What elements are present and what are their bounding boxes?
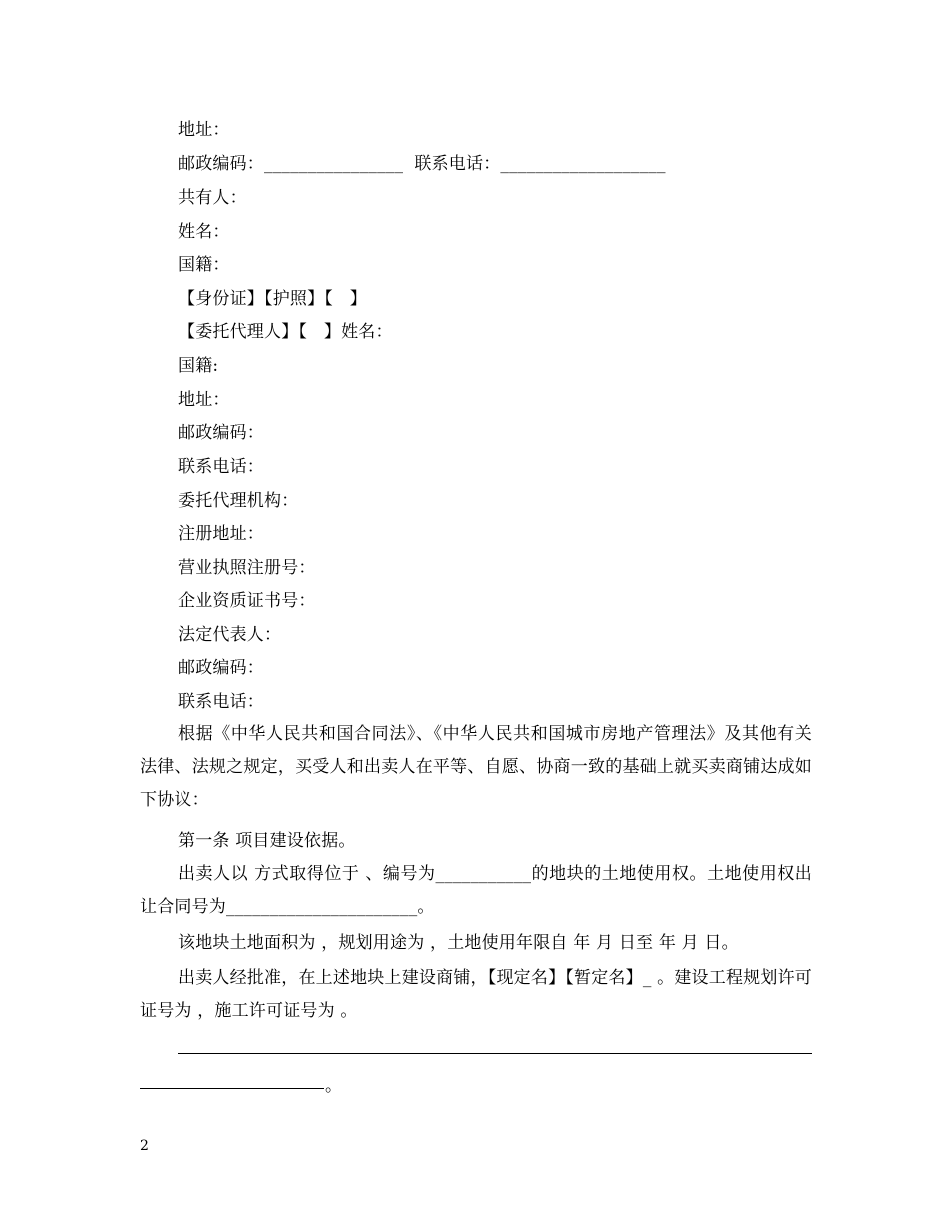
nationality-line: 国籍： — [178, 255, 230, 275]
blank-fill-line — [178, 1053, 812, 1054]
business-license-line: 营业执照注册号： — [178, 558, 316, 578]
agent-phone-line: 联系电话： — [178, 457, 264, 477]
trailing-period: 。 — [325, 1076, 343, 1096]
land-area-paragraph: 该地块土地面积为 ，规划用途为 ，土地使用年限自 年 月 日至 年 月 日。 — [178, 933, 739, 953]
blank-fill-line-short — [140, 1088, 324, 1089]
construction-permit-paragraph: 出卖人经批准，在上述地块上建设商铺，【现定名】【暂定名】_ 。建设工程规划许可证号为 ，施工许可证号为 。 — [140, 968, 812, 1021]
agent-nationality-line: 国籍: — [178, 356, 219, 376]
page-number: 2 — [140, 1138, 149, 1154]
agency-postal-line: 邮政编码： — [178, 658, 264, 678]
preamble-paragraph: 根据《中华人民共和国合同法》、《中华人民共和国城市房地产管理法》及其他有关法律、法规之规定，买受人和出卖人在平等、自愿、协商一致的基础上就买卖商铺达成如下协议： — [140, 724, 812, 810]
agent-postal-line: 邮政编码： — [178, 423, 264, 443]
agent-name-line: 【委托代理人】【 】姓名： — [178, 322, 393, 342]
land-use-paragraph: 出卖人以 方式取得位于 、编号为___________的地块的土地使用权。土地使用权出让合同号为______________________。 — [140, 864, 812, 917]
article-one-heading: 第一条 项目建设依据。 — [178, 831, 356, 851]
qualification-cert-line: 企业资质证书号： — [178, 591, 316, 611]
name-line: 姓名： — [178, 222, 230, 242]
postal-phone-line: 邮政编码：________________ 联系电话：___________________ — [178, 154, 666, 174]
agent-address-line: 地址： — [178, 390, 230, 410]
registered-address-line: 注册地址： — [178, 524, 264, 544]
agency-phone-line: 联系电话： — [178, 692, 264, 712]
id-document-line: 【身份证】【护照】【 】 — [178, 289, 368, 309]
agency-line: 委托代理机构： — [178, 491, 299, 511]
legal-rep-line: 法定代表人： — [178, 625, 282, 645]
co-owner-line: 共有人： — [178, 188, 247, 208]
address-line: 地址： — [178, 120, 230, 140]
